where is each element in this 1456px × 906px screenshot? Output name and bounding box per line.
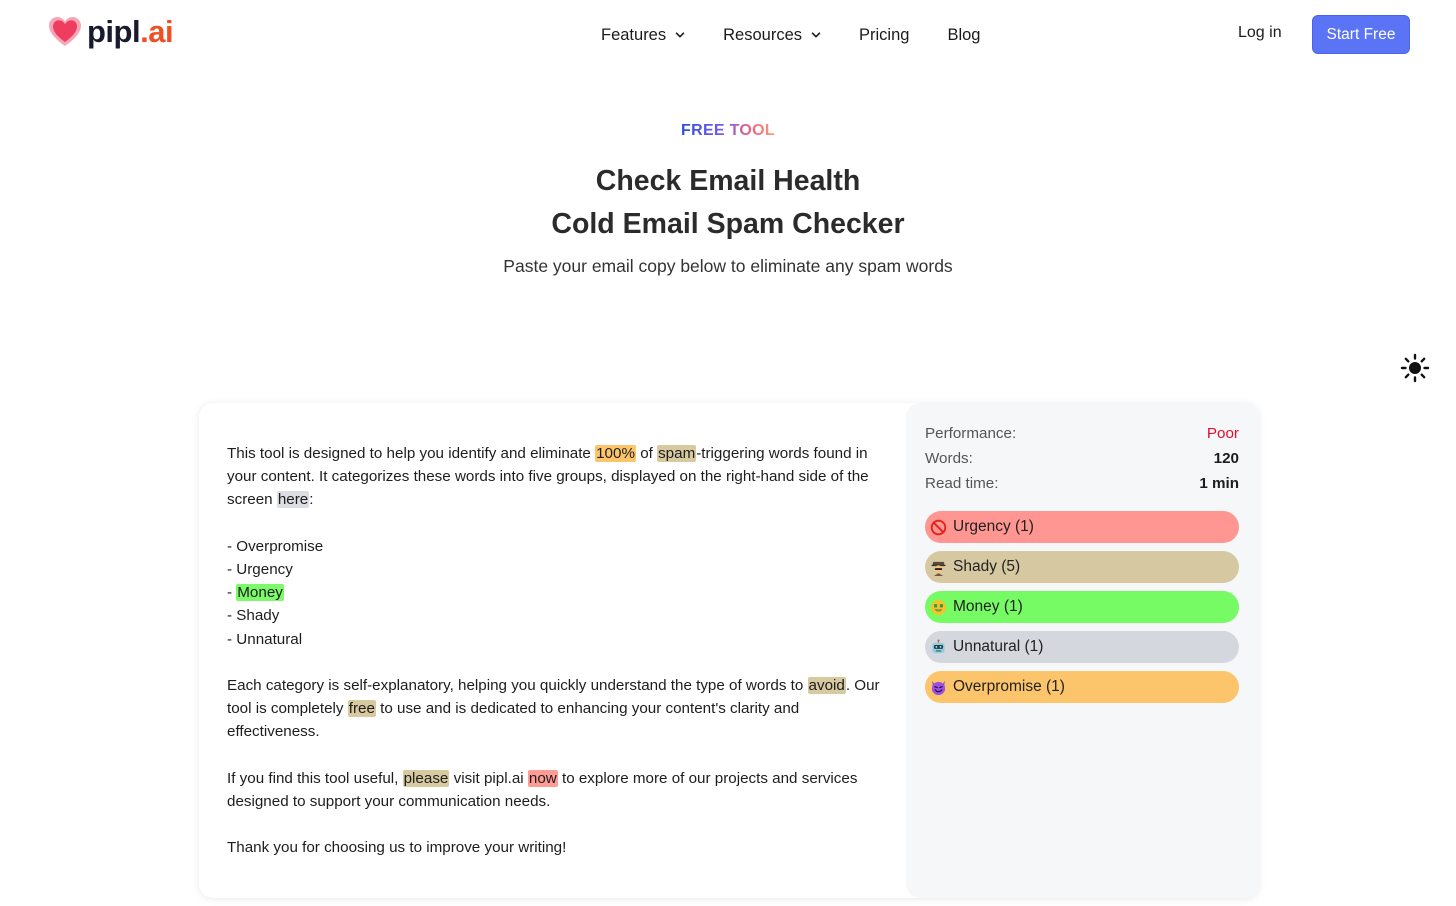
start-free-button[interactable]: Start Free xyxy=(1312,15,1410,54)
logo[interactable] xyxy=(47,14,173,50)
login-link[interactable]: Log in xyxy=(1238,24,1282,41)
editor-list-item: - Shady xyxy=(227,607,280,625)
performance-stat xyxy=(925,421,1239,446)
text-span: . Our tool is completely xyxy=(227,677,880,718)
highlight-shady: free xyxy=(348,700,375,718)
highlight-unnatural: here xyxy=(277,491,309,509)
category-label: Money (1) xyxy=(953,598,1023,615)
read-time-label: Read time: xyxy=(925,475,999,492)
highlight-shady: spam xyxy=(658,445,696,462)
page-subtitle: Paste your email copy below to eliminate any spam words xyxy=(503,256,953,276)
text-span: to explore more of our projects and services designed to support your communication needs. xyxy=(227,769,858,810)
highlight-shady: avoid xyxy=(808,677,845,694)
read-time-stat xyxy=(925,471,1239,496)
performance-value: Poor xyxy=(1206,425,1239,442)
no-entry-icon xyxy=(930,519,947,536)
email-copy-editor[interactable] xyxy=(199,403,906,898)
category-label: Urgency (1) xyxy=(953,518,1034,535)
highlight-money: Money xyxy=(237,584,283,602)
nav-resources-label: Resources xyxy=(723,25,802,44)
nav-blog-label: Blog xyxy=(947,25,981,44)
heart-logo-icon xyxy=(47,14,83,50)
robot-face-icon xyxy=(930,639,947,656)
category-money[interactable] xyxy=(925,591,1239,623)
editor-list-item: - Urgency xyxy=(227,561,293,578)
words-stat xyxy=(925,446,1239,471)
main-nav xyxy=(601,22,1018,48)
chevron-down-icon xyxy=(811,30,821,40)
highlight-shady: please xyxy=(403,769,449,787)
words-value: 120 xyxy=(1213,450,1239,467)
text-span: - xyxy=(227,584,237,602)
read-time-value: 1 min xyxy=(1199,475,1239,492)
highlight-overpromise: 100% xyxy=(596,445,635,462)
category-unnatural[interactable] xyxy=(925,631,1239,663)
nav-blog[interactable] xyxy=(947,26,980,45)
editor-paragraph-3 xyxy=(227,767,887,813)
category-list xyxy=(925,511,1239,703)
spy-icon xyxy=(930,559,947,576)
money-mouth-face-icon xyxy=(930,599,947,616)
logo-text xyxy=(87,14,173,50)
category-label: Unnatural (1) xyxy=(953,638,1044,655)
logo-brand: pipl xyxy=(87,14,141,49)
nav-resources[interactable] xyxy=(723,26,821,45)
text-span: This tool is designed to help you identify and eliminate xyxy=(227,445,596,462)
category-urgency[interactable] xyxy=(925,511,1239,543)
text-span: Each category is self-explanatory, helping you quickly understand the type of words to xyxy=(227,677,808,694)
page-title xyxy=(0,160,1456,246)
smiling-devil-icon xyxy=(930,679,947,696)
sun-icon[interactable] xyxy=(1400,353,1430,383)
title-line-1: Check Email Health xyxy=(595,165,861,197)
spam-checker-card xyxy=(199,403,1259,898)
eyebrow-text: FREE TOOL xyxy=(681,122,775,139)
performance-label: Performance: xyxy=(925,425,1017,442)
editor-list-item: - Overpromise xyxy=(227,537,324,555)
editor-paragraph-2 xyxy=(227,674,887,744)
text-span: If you find this tool useful, xyxy=(227,769,403,787)
text-span: -triggering words found in your content. It categorizes these words into five groups, displayed on the right-hand side of the screen xyxy=(227,445,869,509)
category-overpromise[interactable] xyxy=(925,671,1239,703)
site-header xyxy=(0,0,1456,70)
category-label: Shady (5) xyxy=(953,558,1021,575)
nav-features[interactable] xyxy=(601,26,685,45)
nav-pricing[interactable] xyxy=(859,26,909,45)
text-span: : xyxy=(309,491,314,509)
chevron-down-icon xyxy=(675,30,685,40)
category-label: Overpromise (1) xyxy=(953,678,1065,695)
results-panel xyxy=(906,403,1259,898)
editor-paragraph-4: Thank you for choosing us to improve your writing! xyxy=(227,839,567,857)
title-line-2: Cold Email Spam Checker xyxy=(551,208,905,240)
text-span: visit pipl.ai xyxy=(449,769,528,787)
nav-features-label: Features xyxy=(601,25,667,44)
nav-pricing-label: Pricing xyxy=(859,25,910,44)
words-label: Words: xyxy=(925,450,973,467)
editor-paragraph-1 xyxy=(227,442,887,512)
text-span: of xyxy=(635,445,658,462)
eyebrow-label xyxy=(0,122,1456,140)
editor-list-item xyxy=(227,581,887,604)
editor-list-item: - Unnatural xyxy=(227,630,303,648)
text-span: to use and is dedicated to enhancing your content's clarity and effectiveness. xyxy=(227,700,800,741)
highlight-urgency: now xyxy=(528,769,557,787)
logo-suffix: .ai xyxy=(140,14,174,49)
category-shady[interactable] xyxy=(925,551,1239,583)
